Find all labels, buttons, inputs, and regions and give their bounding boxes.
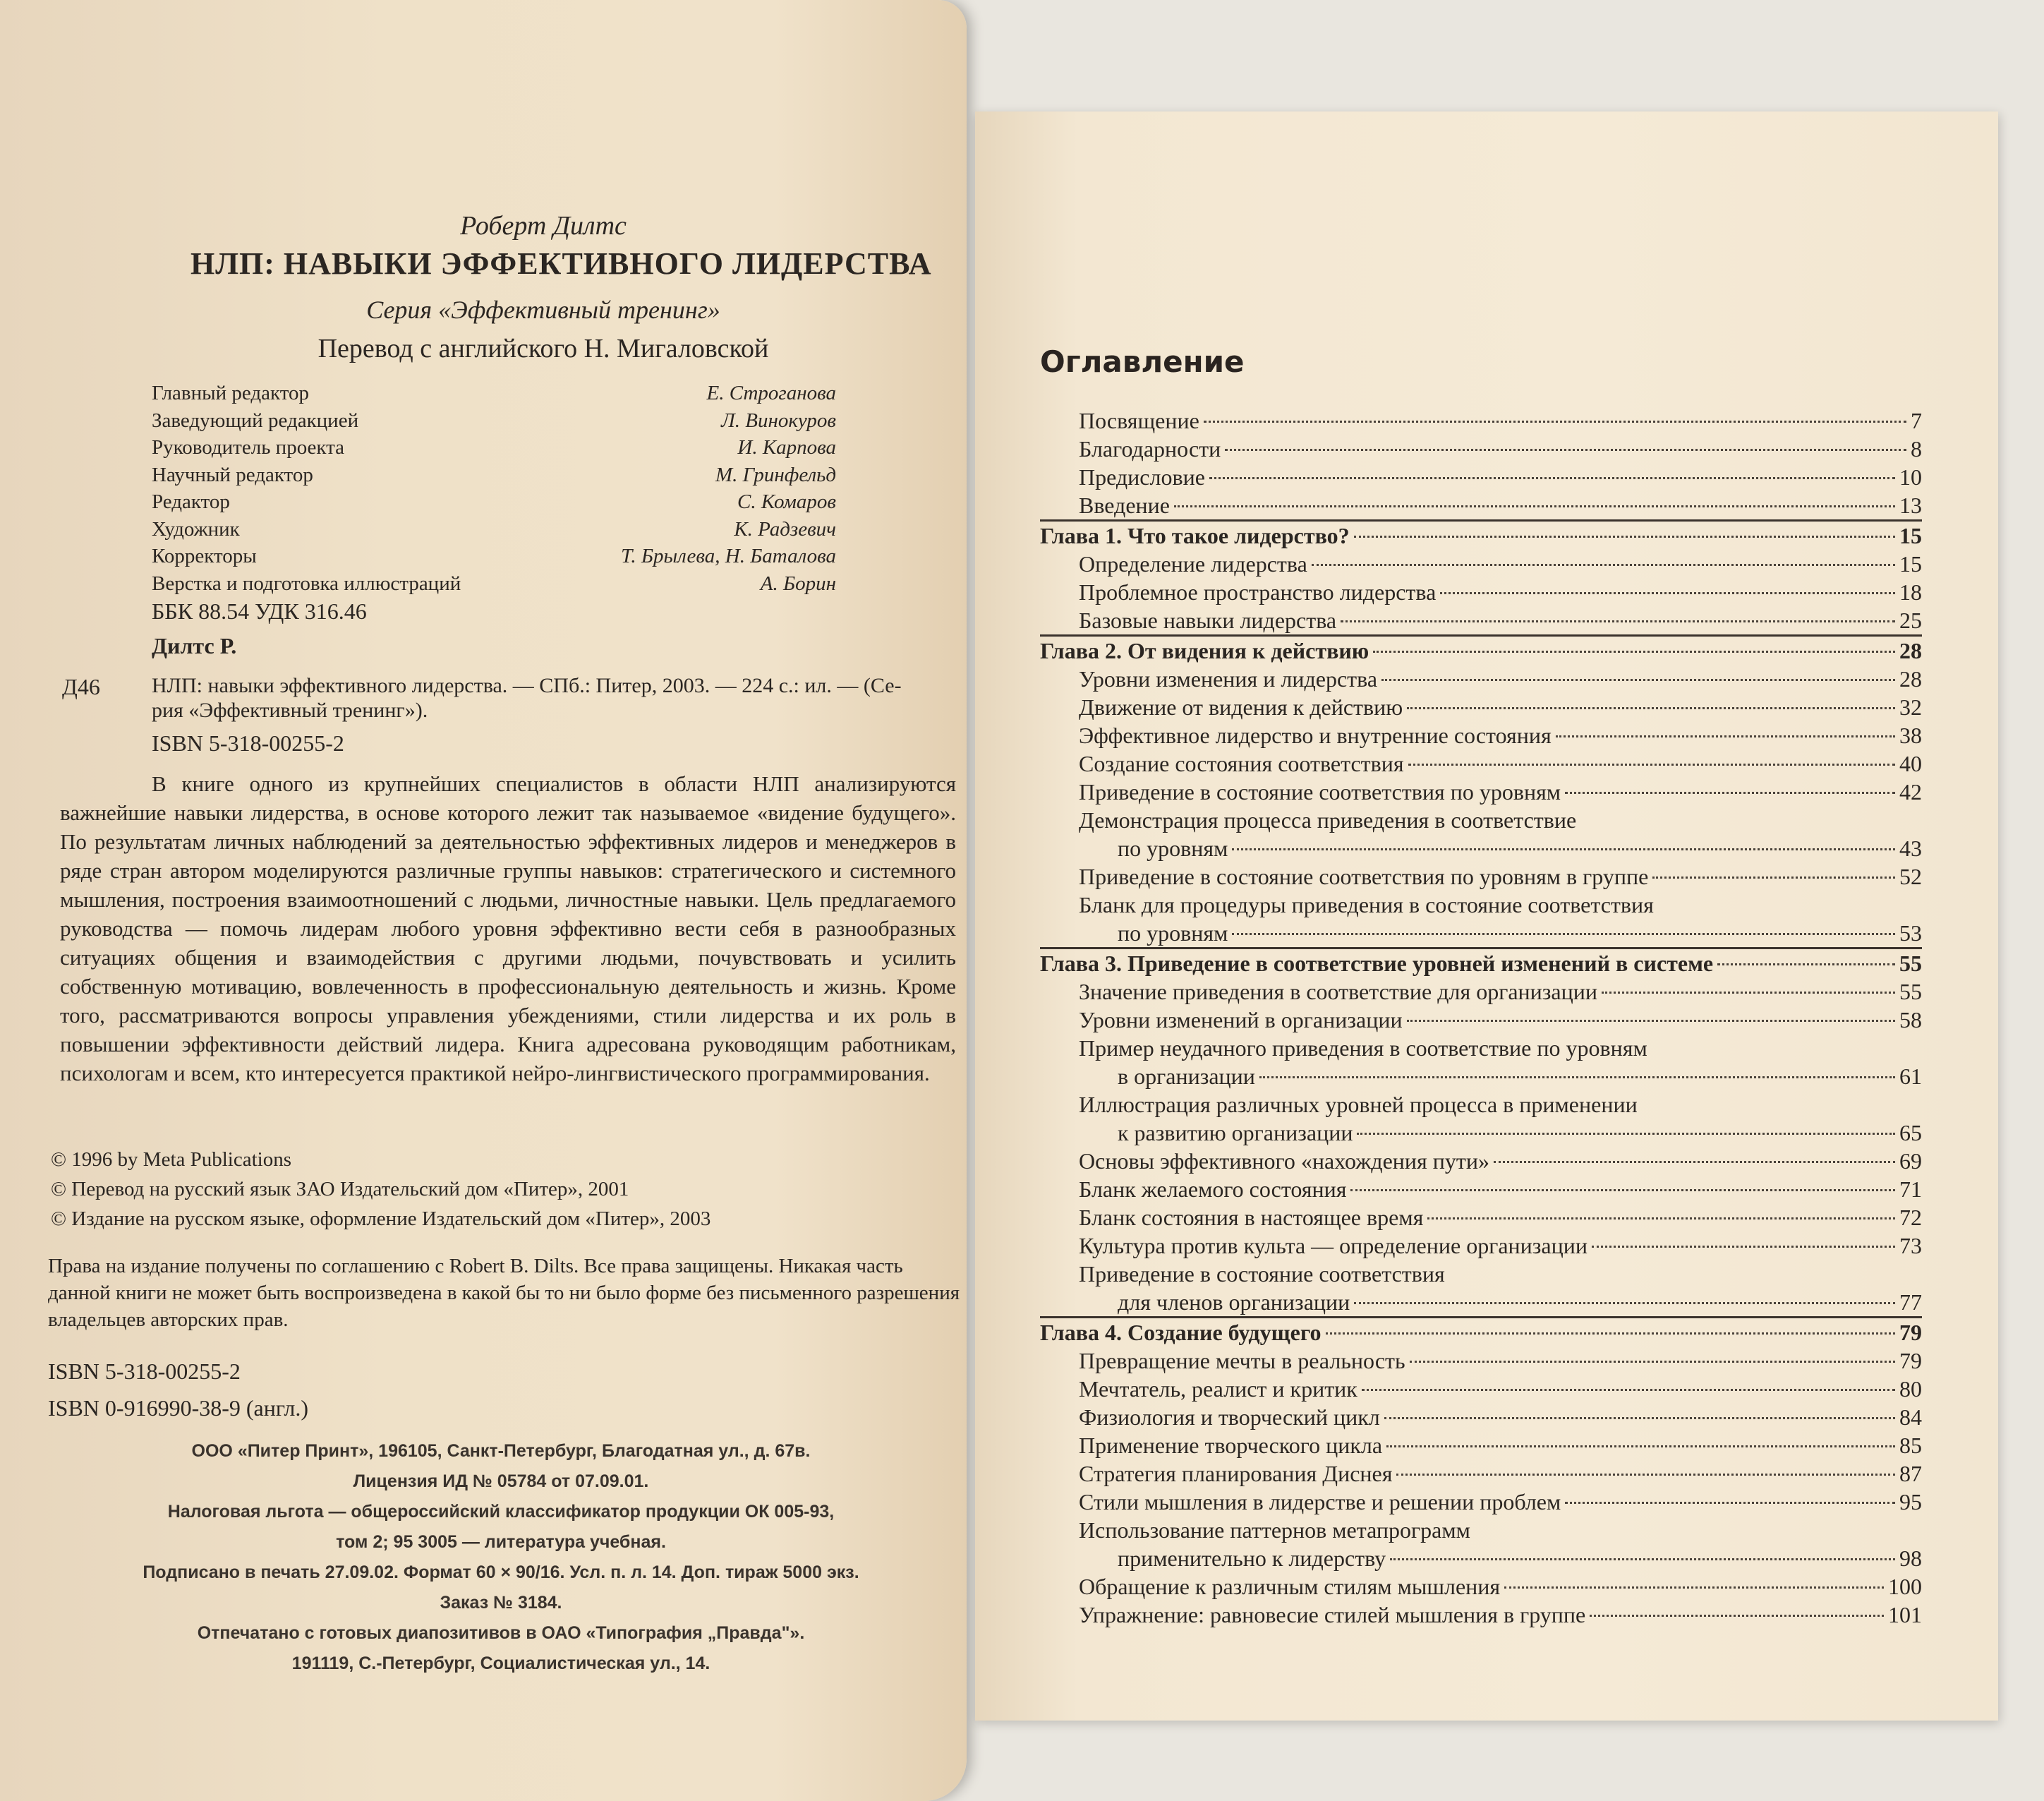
toc-entry-title: Благодарности — [1079, 436, 1221, 462]
toc-entry-title: Пример неудачного приведения в соответствие по уровням — [1079, 1035, 1647, 1061]
toc-heading: Оглавление — [1040, 344, 1245, 379]
toc-page-number: 79 — [1899, 1320, 1922, 1345]
toc-entry-title: Глава 1. Что такое лидерство? — [1040, 523, 1350, 548]
toc-entry-title: Превращение мечты в реальность — [1079, 1348, 1405, 1373]
left-page — [0, 0, 967, 1801]
isbn-english: ISBN 0-916990-38-9 (англ.) — [48, 1395, 308, 1421]
toc-entry — [1040, 1203, 1922, 1231]
dot-leader — [1440, 592, 1895, 594]
toc-entry-title: Посвящение — [1079, 408, 1199, 433]
imprint-line: Лицензия ИД № 05784 от 07.09.01. — [353, 1471, 649, 1491]
toc-entry-title: Демонстрация процесса приведения в соответствие — [1079, 807, 1577, 833]
toc-entry — [1040, 1119, 1922, 1147]
imprint-line: том 2; 95 3005 — литература учебная. — [336, 1532, 666, 1552]
toc-entry-title: Предисловие — [1079, 464, 1205, 490]
imprint-block — [78, 1436, 924, 1679]
credit-row — [152, 462, 836, 489]
credit-role: Корректоры — [152, 545, 257, 567]
toc-entry-title: Базовые навыки лидерства — [1079, 608, 1337, 633]
dot-leader — [1362, 1389, 1895, 1391]
dot-leader — [1407, 1020, 1895, 1022]
toc-chapter — [1040, 1316, 1922, 1347]
isbn-russian: ISBN 5-318-00255-2 — [48, 1359, 241, 1384]
toc-entry — [1040, 1403, 1922, 1431]
dot-leader — [1717, 963, 1895, 965]
toc-entry — [1040, 435, 1922, 463]
credit-person: А. Борин — [760, 572, 836, 595]
toc-chapter — [1040, 519, 1922, 550]
toc-entry-title: Эффективное лидерство и внутренние состояния — [1079, 723, 1552, 748]
toc-entry-title: Глава 2. От видения к действию — [1040, 638, 1369, 663]
toc-page-number: 7 — [1911, 408, 1922, 433]
toc-page-number: 71 — [1899, 1176, 1922, 1202]
rights-notice: Права на издание получены по соглашению с Robert B. Dilts. Все права защищены. Никакая часть данной книги не может быть воспроизведена в какой бы то ни было форме без письменного разрешения владельцев авторских прав. — [48, 1255, 960, 1331]
credit-row — [152, 407, 836, 435]
toc-page-number: 87 — [1899, 1461, 1922, 1486]
dot-leader — [1341, 620, 1895, 622]
toc-entry — [1040, 977, 1922, 1006]
copyright-line: © Перевод на русский язык ЗАО Издательский дом «Питер», 2001 — [51, 1178, 629, 1200]
credit-person: Т. Брылева, Н. Баталова — [621, 545, 836, 567]
toc-entry-title: по уровням — [1118, 920, 1228, 946]
toc-entry — [1040, 1488, 1922, 1516]
dot-leader — [1174, 505, 1895, 507]
toc-entry — [1040, 665, 1922, 693]
toc-page-number: 15 — [1899, 523, 1922, 548]
dot-leader — [1396, 1474, 1895, 1476]
dot-leader — [1407, 707, 1895, 709]
toc-page-number: 53 — [1899, 920, 1922, 946]
dot-leader — [1602, 992, 1895, 994]
toc-page-number: 15 — [1899, 551, 1922, 577]
toc-page-number: 72 — [1899, 1205, 1922, 1230]
bbk-udk: ББК 88.54 УДК 316.46 — [152, 598, 367, 624]
toc-page-number: 32 — [1899, 694, 1922, 720]
toc-page-number: 85 — [1899, 1433, 1922, 1458]
toc-entry — [1040, 1375, 1922, 1403]
dot-leader — [1312, 564, 1895, 566]
toc-entry-title: Приведение в состояние соответствия по уровням в группе — [1079, 864, 1649, 889]
toc-entry — [1040, 834, 1922, 862]
toc-page-number: 98 — [1899, 1546, 1922, 1571]
imprint-line: Отпечатано с готовых диапозитивов в ОАО «Типография „Правда"». — [197, 1623, 805, 1643]
credit-row — [152, 488, 836, 516]
toc-entry-title: Стили мышления в лидерстве и решении проблем — [1079, 1489, 1561, 1514]
toc-entry-title: Определение лидерства — [1079, 551, 1307, 577]
dot-leader — [1373, 651, 1895, 653]
toc-entry-title: Обращение к различным стилям мышления — [1079, 1574, 1501, 1599]
dot-leader — [1427, 1217, 1895, 1219]
dot-leader — [1259, 1076, 1895, 1078]
toc-entry-title: Стратегия планирования Диснея — [1079, 1461, 1393, 1486]
dot-leader — [1390, 1558, 1895, 1560]
imprint-line: ООО «Питер Принт», 196105, Санкт-Петербург, Благодатная ул., д. 67в. — [191, 1441, 811, 1461]
toc-page-number: 84 — [1899, 1404, 1922, 1430]
imprint-line: 191119, С.-Петербург, Социалистическая ул., 14. — [291, 1654, 710, 1673]
toc-entry — [1040, 693, 1922, 721]
credit-person: Л. Винокуров — [721, 409, 836, 432]
credit-person: Е. Строганова — [706, 382, 836, 404]
dot-leader — [1354, 536, 1895, 538]
toc-chapter — [1040, 634, 1922, 665]
toc-page-number: 80 — [1899, 1376, 1922, 1402]
credit-person: И. Карпова — [737, 436, 836, 459]
toc-entry — [1040, 1516, 1922, 1544]
toc-page-number: 42 — [1899, 779, 1922, 805]
toc-entry-title: Приведение в состояние соответствия — [1079, 1261, 1445, 1287]
toc-entry-title: для членов организации — [1118, 1289, 1350, 1315]
right-page — [975, 112, 1998, 1721]
toc-entry — [1040, 550, 1922, 578]
toc-page-number: 18 — [1899, 579, 1922, 605]
imprint-line: Заказ № 3184. — [440, 1593, 562, 1613]
toc-entry-title: по уровням — [1118, 836, 1228, 861]
dot-leader — [1504, 1586, 1884, 1589]
author-short: Дилтс Р. — [152, 633, 237, 658]
copyright-line: © 1996 by Meta Publications — [51, 1148, 292, 1171]
toc-page-number: 25 — [1899, 608, 1922, 633]
toc-page-number: 28 — [1899, 666, 1922, 692]
toc-page-number: 77 — [1899, 1289, 1922, 1315]
credit-person: М. Гринфельд — [715, 463, 836, 486]
toc-page-number: 10 — [1899, 464, 1922, 490]
toc-entry — [1040, 749, 1922, 778]
toc-entry-title: Применение творческого цикла — [1079, 1433, 1383, 1458]
toc-entry — [1040, 1459, 1922, 1488]
author-name: Роберт Дилтс — [460, 211, 627, 241]
dot-leader — [1326, 1332, 1895, 1335]
toc-entry-title: к развитию организации — [1118, 1120, 1353, 1145]
toc-page-number: 58 — [1899, 1007, 1922, 1032]
dot-leader — [1384, 1417, 1895, 1419]
toc-entry — [1040, 1288, 1922, 1316]
toc-entry — [1040, 1090, 1922, 1119]
toc-page-number: 79 — [1899, 1348, 1922, 1373]
toc-entry-title: Введение — [1079, 493, 1170, 518]
toc-entry-title: Уровни изменений в организации — [1079, 1007, 1403, 1032]
toc-entry — [1040, 491, 1922, 519]
toc-entry-title: Использование паттернов метапрограмм — [1079, 1517, 1470, 1543]
dot-leader — [1354, 1302, 1895, 1304]
toc-entry-title: Приведение в состояние соответствия по уровням — [1079, 779, 1561, 805]
toc-entry-title: Глава 3. Приведение в соответствие уровней изменений в системе — [1040, 951, 1714, 976]
toc-entry-title: Упражнение: равновесие стилей мышления в группе — [1079, 1602, 1586, 1627]
credit-person: К. Радзевич — [734, 517, 836, 541]
isbn-block — [48, 1353, 308, 1426]
toc-entry-title: Культура против культа — определение организации — [1079, 1233, 1588, 1258]
credit-row — [152, 434, 836, 462]
dot-leader — [1494, 1161, 1895, 1163]
toc-entry-title: Уровни изменения и лидерства — [1079, 666, 1378, 692]
toc-page-number: 95 — [1899, 1489, 1922, 1514]
dot-leader — [1410, 1361, 1895, 1363]
imprint-line: Налоговая льгота — общероссийский классификатор продукции ОК 005-93, — [167, 1502, 835, 1522]
dot-leader — [1590, 1615, 1884, 1617]
book-title: НЛП: НАВЫКИ ЭФФЕКТИВНОГО ЛИДЕРСТВА — [191, 246, 932, 281]
copyright-block — [51, 1145, 710, 1234]
toc-entry-title: Физиология и творческий цикл — [1079, 1404, 1380, 1430]
toc-page-number: 65 — [1899, 1120, 1922, 1145]
toc-entry — [1040, 1544, 1922, 1572]
toc-entry — [1040, 806, 1922, 834]
toc-entry-title: Иллюстрация различных уровней процесса в применении — [1079, 1092, 1638, 1117]
toc-entry — [1040, 1347, 1922, 1375]
table-of-contents — [1040, 406, 1922, 1629]
toc-entry — [1040, 606, 1922, 634]
toc-entry-title: Движение от видения к действию — [1079, 694, 1403, 720]
toc-entry — [1040, 1062, 1922, 1090]
toc-entry-title: Значение приведения в соответствие для организации — [1079, 979, 1597, 1004]
toc-entry-title: Основы эффективного «нахождения пути» — [1079, 1148, 1489, 1174]
dot-leader — [1357, 1133, 1895, 1135]
toc-entry — [1040, 1147, 1922, 1175]
toc-entry-title: Бланк желаемого состояния — [1079, 1176, 1347, 1202]
isbn-top: ISBN 5-318-00255-2 — [152, 730, 344, 756]
toc-entry-title: Бланк состояния в настоящее время — [1079, 1205, 1424, 1230]
dot-leader — [1225, 449, 1906, 451]
toc-page-number: 55 — [1899, 951, 1922, 976]
toc-entry — [1040, 919, 1922, 947]
toc-entry-title: в организации — [1118, 1064, 1255, 1089]
dot-leader — [1232, 848, 1895, 850]
toc-entry — [1040, 1175, 1922, 1203]
toc-entry — [1040, 1231, 1922, 1260]
toc-chapter — [1040, 947, 1922, 977]
toc-entry — [1040, 862, 1922, 891]
toc-entry — [1040, 1006, 1922, 1034]
toc-page-number: 73 — [1899, 1233, 1922, 1258]
series-name: Серия «Эффективный тренинг» — [366, 296, 720, 324]
credit-person: С. Комаров — [737, 490, 836, 513]
toc-page-number: 43 — [1899, 836, 1922, 861]
staff-credits — [152, 380, 836, 597]
toc-page-number: 13 — [1899, 493, 1922, 518]
catalog-code: Д46 — [62, 674, 100, 699]
toc-entry-title: применительно к лидерству — [1118, 1546, 1386, 1571]
bibliographic-line-1: НЛП: навыки эффективного лидерства. — СПб.: Питер, 2003. — 224 с.: ил. — (Се- — [152, 674, 902, 697]
dot-leader — [1232, 933, 1895, 935]
dot-leader — [1565, 1502, 1895, 1504]
toc-entry — [1040, 891, 1922, 919]
toc-page-number: 101 — [1888, 1602, 1922, 1627]
credit-row — [152, 380, 836, 407]
dot-leader — [1408, 764, 1895, 766]
toc-page-number: 52 — [1899, 864, 1922, 889]
toc-page-number: 40 — [1899, 751, 1922, 776]
credit-row — [152, 516, 836, 543]
toc-entry-title: Глава 4. Создание будущего — [1040, 1320, 1322, 1345]
toc-entry-title: Создание состояния соответствия — [1079, 751, 1404, 776]
toc-entry — [1040, 1260, 1922, 1288]
toc-page-number: 69 — [1899, 1148, 1922, 1174]
toc-page-number: 28 — [1899, 638, 1922, 663]
toc-entry — [1040, 406, 1922, 435]
toc-entry-title: Мечтатель, реалист и критик — [1079, 1376, 1357, 1402]
dot-leader — [1381, 679, 1895, 681]
toc-entry — [1040, 1431, 1922, 1459]
credit-role: Заведующий редакцией — [152, 409, 359, 432]
toc-page-number: 100 — [1888, 1574, 1922, 1599]
credit-role: Научный редактор — [152, 463, 313, 486]
imprint-line: Подписано в печать 27.09.02. Формат 60 × 90/16. Усл. п. л. 14. Доп. тираж 5000 экз. — [143, 1562, 859, 1582]
toc-entry-title: Бланк для процедуры приведения в состояние соответствия — [1079, 892, 1654, 917]
credit-role: Верстка и подготовка иллюстраций — [152, 572, 461, 595]
bibliographic-line-2: рия «Эффективный тренинг»). — [152, 699, 428, 722]
dot-leader — [1204, 421, 1906, 423]
toc-entry — [1040, 1601, 1922, 1629]
translation-credit: Перевод с английского Н. Мигаловской — [318, 334, 769, 363]
toc-page-number: 55 — [1899, 979, 1922, 1004]
toc-entry — [1040, 721, 1922, 749]
dot-leader — [1209, 477, 1895, 479]
credit-row — [152, 543, 836, 570]
toc-page-number: 61 — [1899, 1064, 1922, 1089]
toc-entry — [1040, 578, 1922, 606]
copyright-line: © Издание на русском языке, оформление Издательский дом «Питер», 2003 — [51, 1207, 711, 1230]
credit-role: Главный редактор — [152, 382, 310, 404]
credit-role: Редактор — [152, 490, 230, 513]
credit-row — [152, 570, 836, 598]
toc-page-number: 38 — [1899, 723, 1922, 748]
toc-entry — [1040, 778, 1922, 806]
dot-leader — [1556, 735, 1895, 737]
dot-leader — [1592, 1246, 1895, 1248]
annotation-paragraph: В книге одного из крупнейших специалистов в области НЛП анализируются важнейшие навыки лидерства, в основе которого лежит так называемое «видение будущего». По результатам личных наблюдений за деятельностью эффективных лидеров и менеджеров в ряде стран автором моделируются различные группы навыков: стратегического и системного мышления, построения взаимоотношений с людьми, личностные навыки. Цель предлагаемого руководства — помочь лидерам любого уровня эффективно вести себя в разнообразных ситуациях общения и взаимодействия с другими людьми, почувствовать и усилить собственную мотивацию, вовлеченность в профессиональную деятельность и жизнь. Кроме того, рассматриваются вопросы управления убеждениями, стили лидерства и их роль в повышении эффективности действий лидера. Книга адресована руководящим работникам, психологам и всем, кто интересуется практикой нейро-лингвистического программирования. — [60, 771, 956, 1085]
credit-role: Руководитель проекта — [152, 436, 345, 459]
toc-entry — [1040, 463, 1922, 491]
dot-leader — [1652, 877, 1895, 879]
toc-entry — [1040, 1572, 1922, 1601]
toc-entry-title: Проблемное пространство лидерства — [1079, 579, 1437, 605]
dot-leader — [1350, 1189, 1895, 1191]
credit-role: Художник — [152, 517, 240, 541]
dot-leader — [1565, 792, 1895, 794]
toc-entry — [1040, 1034, 1922, 1062]
toc-page-number: 8 — [1911, 436, 1922, 462]
dot-leader — [1386, 1445, 1895, 1447]
